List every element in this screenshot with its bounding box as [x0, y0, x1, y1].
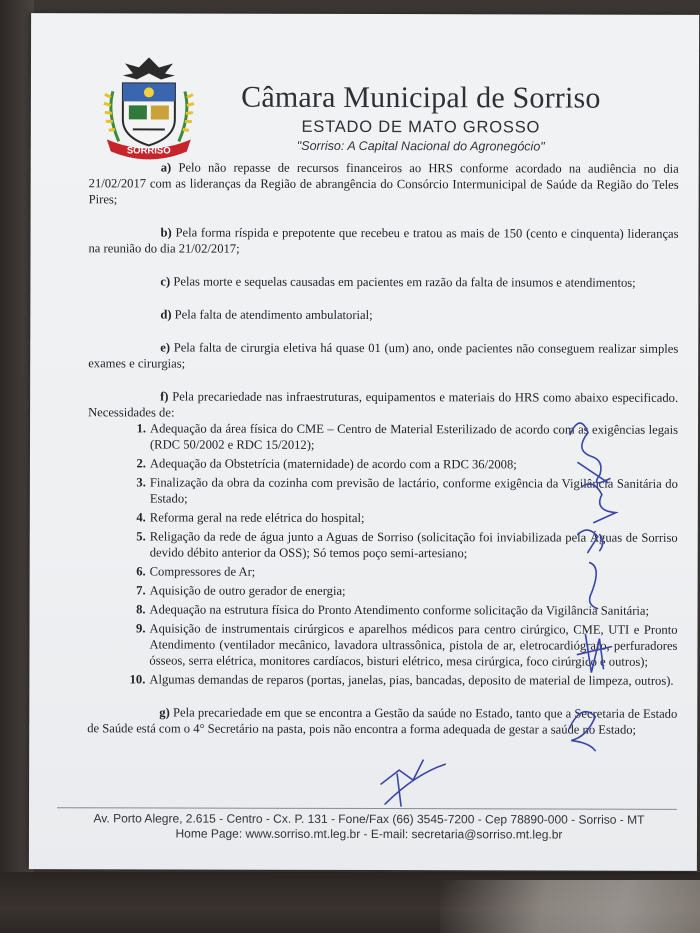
list-item: 10. Algumas demandas de reparos (portas, janelas, pias, bancadas, deposito de material de limpeza, outros). [129, 672, 674, 688]
slogan: "Sorriso: A Capital Nacional do Agronegócio" [296, 138, 545, 154]
footer-address: Av. Porto Alegre, 2.615 - Centro - Cx. P. 131 - Fone/Fax (66) 3545-7200 - Cep 78890-000 - Sorriso - MT [93, 811, 645, 827]
paragraph-f: f) Pela precariedade nas infraestruturas, equipamentos e materiais do HRS como abaixo especificado. Necessidades de: [88, 389, 679, 420]
list-item: 9. Aquisição de instrumentais cirúrgicos e aparelhos médicos para centro cirúrgico, CME, UTI e Pronto Atendimento (ventilador mecânico, lavadora ultrassônica, pistola de ar, eletrocardiógrafo, perfuradores ósseos, serra elétrica, monitores cardíacos, bisturi elétrico, mesa cirúrgica, foco cirúrgico e outros); [136, 621, 678, 669]
document-body [87, 159, 679, 755]
needs-list [87, 420, 678, 689]
list-item: 3. Finalização da obra da cozinha com previsão de lactário, conforme exigência da Vigilância Sanitária do Estado; [136, 475, 678, 506]
footer-contact: Home Page: www.sorriso.mt.leg.br - E-mail: secretaria@sorriso.mt.leg.br [175, 826, 563, 842]
paragraph-g: g) Pela precariedade em que se encontra a Gestão da saúde no Estado, tanto que a Secretaria de Estado de Saúde está com o 4° Secretário na pasta, pois não encontra a forma adequada de gestar a saúde no Estado; [87, 705, 678, 737]
list-item: 6. Compressores de Ar; [136, 564, 256, 579]
paragraph-d: d) Pela falta de atendimento ambulatorial; [160, 307, 373, 323]
paragraph-c: c) Pelas morte e sequelas causadas em pacientes em razão da falta de insumos e atendimentos; [160, 274, 636, 290]
list-item: 1. Adequação da área física do CME – Centro de Material Esterilizado de acordo com as exigências legais (RDC 50/2002 e RDC 15/2012); [136, 421, 679, 452]
floor-light [440, 880, 700, 933]
list-item: 4. Reforma geral na rede elétrica do hospital; [136, 510, 365, 526]
list-item: 8. Adequação na estrutura física do Pronto Atendimento conforme solicitação da Vigilância Sanitária; [136, 602, 650, 618]
document-page [29, 13, 699, 871]
chamber-title: Câmara Municipal de Sorriso [241, 80, 601, 115]
footer-divider [57, 807, 677, 810]
paragraph-a: a) Pelo não repasse de recursos financeiros ao HRS conforme acordado na audiência no dia 21/02/2017 com as lideranças da Região de abrangência do Consórcio Intermunicipal de Saúde da Região do Teles Pires; [88, 160, 679, 207]
signature-7 [381, 760, 445, 806]
paragraph-e: e) Pela falta de cirurgia eletiva há quase 01 (um) ano, onde pacientes não conseguem realizar simples exames e cirurgias; [88, 340, 679, 371]
logo-banner-text: SORRISO [126, 145, 171, 157]
coat-of-arms-logo [93, 53, 205, 163]
list-item: 2. Adequação da Obstetrícia (maternidade) de acordo com a RDC 36/2008; [136, 456, 517, 472]
list-item: 7. Aquisição de outro gerador de energia; [136, 583, 346, 598]
footer [49, 811, 689, 843]
list-item: 5. Religação da rede de água junto a Aguas de Sorriso (solicitação foi inviabilizada pela Águas de Sorriso devido débito anterior da OSS); Só temos poço semi-artesiano; [136, 529, 678, 561]
state-name: ESTADO DE MATO GROSSO [301, 117, 541, 137]
paragraph-b: b) Pela forma ríspida e prepotente que recebeu e tratou as mais de 150 (cento e cinquenta) lideranças na reunião do dia 21/02/2017; [88, 225, 679, 256]
